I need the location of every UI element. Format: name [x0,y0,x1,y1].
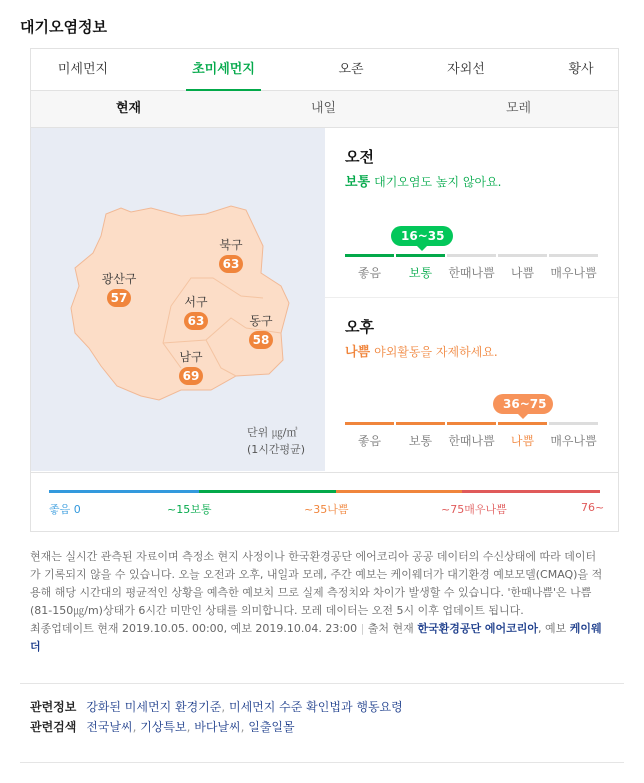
related-info: 관련정보 강화된 미세먼지 환경기준, 미세먼지 수준 확인법과 행동요령 [30,700,403,714]
legend-good: 좋음 0 [49,503,81,516]
district-seo[interactable] [176,293,216,330]
legend-bar-bad [336,490,462,493]
related-search-label: 관련검색 [30,720,77,734]
forecast-level: 나쁨 [345,345,371,360]
tab-day-after[interactable]: 모레 [505,101,532,116]
day-tabs [31,91,618,128]
notes-text: 현재는 실시간 관측된 자료이며 측정소 현지 사정이나 한국환경공단 에어코리아 공공 데이터의 수신상태에 따라 데이터가 기록되지 않을 수 있습니다. 오늘 오전과 오후, 내일과 모레, 주간 예보는 케이웨더가 대기환경 예보모델(CMAQ)을 적용해 해당 시간대의 평균적인 상황을 예측한 예보치 므로 실제 측정치와 차이가 발생할 수 있습니다. '한때나쁨'은 나쁨(81-150㎍/m)상태가 6시간 미만인 상태를 의미합니다. 모레 데이터는 오전 5시 이후 업데이트 됩니다. [30,550,603,617]
district-name: 북구 [219,238,243,252]
tab-yellow-dust[interactable]: 황사 [568,62,594,77]
legend-normal: ~15보통 [167,503,212,516]
forecast-status [345,171,502,190]
scale-temporary-bad: 한때나쁨 [447,254,496,284]
forecast-period: 오전 [345,148,374,166]
related-search-link-3[interactable]: 바다날씨 [194,720,241,734]
forecast-status [345,341,498,360]
related-info-link-1[interactable]: 강화된 미세먼지 환경기준 [86,700,222,714]
scale-very-bad: 매우나쁨 [549,254,598,284]
scale-good: 좋음 [345,254,394,284]
tab-ozone[interactable]: 오존 [338,62,364,77]
scale-normal: 보통 [396,422,445,452]
level-scale [345,254,599,284]
forecast-message: 야외활동을 자제하세요. [374,345,498,359]
district-gwangsan[interactable] [97,270,141,307]
related-info-link-2[interactable]: 미세먼지 수준 확인법과 행동요령 [229,700,403,714]
update-info: 최종업데이트 현재 2019.10.05. 00:00, 예보 2019.10.04. 23:00 | 출처 현재 한국환경공단 에어코리아, 예보 케이웨더 [30,622,602,653]
forecast-message: 대기오염도 높지 않아요. [374,175,502,189]
district-map [31,128,325,471]
unit-label: 단위 ㎍/㎥ [247,426,298,439]
scale-good: 좋음 [345,422,394,452]
district-value: 58 [249,331,274,349]
district-nam[interactable] [171,348,211,385]
tab-ultrafine-dust[interactable]: 초미세먼지 [186,49,261,91]
district-value: 69 [179,367,204,385]
legend-bad: ~35나쁨 [304,503,349,516]
forecast-period: 오후 [345,318,374,336]
related-info-label: 관련정보 [30,700,77,714]
tab-today[interactable]: 현재 [115,101,142,116]
district-name: 서구 [184,295,208,309]
legend-max: 76~ [581,501,605,514]
scale-temporary-bad: 한때나쁨 [447,422,496,452]
source-mid: , 예보 [538,622,567,635]
unit-info [247,424,305,458]
district-value: 57 [107,289,132,307]
district-buk[interactable] [211,236,251,273]
related-search-link-4[interactable]: 일출일몰 [248,720,295,734]
forecast-level: 보통 [345,175,371,190]
pollutant-tabs [31,49,618,91]
related-search-link-2[interactable]: 기상특보 [140,720,187,734]
scale-bad: 나쁨 [498,422,547,452]
forecast-am [325,128,618,298]
legend-very-bad: ~75매우나쁨 [441,503,507,516]
district-value: 63 [219,255,244,273]
source-prefix: 출처 현재 [367,622,414,635]
range-badge: 16~35 [391,226,453,246]
info-notes [30,548,604,656]
source-airkorea-link[interactable]: 한국환경공단 에어코리아 [417,622,539,635]
related-search: 관련검색 전국날씨, 기상특보, 바다날씨, 일출일몰 [30,720,295,734]
scale-very-bad: 매우나쁨 [549,422,598,452]
source-kweather-link[interactable]: 케이웨더 [30,622,602,653]
district-name: 남구 [179,350,203,364]
district-name: 동구 [249,314,273,328]
bottom-divider [20,762,624,763]
page-title: 대기오염정보 [20,18,107,36]
concentration-legend [31,472,618,532]
legend-bar-very-bad [462,490,600,493]
legend-bar-good [49,490,199,493]
district-dong[interactable] [241,312,281,349]
tab-fine-dust[interactable]: 미세먼지 [57,62,109,77]
scale-normal: 보통 [396,254,445,284]
update-time: 최종업데이트 현재 2019.10.05. 00:00, 예보 2019.10.04. 23:00 [30,622,358,635]
forecast-pm [325,298,618,471]
tab-tomorrow[interactable]: 내일 [310,101,337,116]
range-badge: 36~75 [493,394,553,414]
district-name: 광산구 [101,272,137,286]
district-value: 63 [184,312,209,330]
level-scale [345,422,599,452]
scale-bad: 나쁨 [498,254,547,284]
unit-note: (1시간평균) [247,443,306,456]
air-quality-panel [30,48,619,532]
tab-uv[interactable]: 자외선 [447,62,485,77]
related-search-link-1[interactable]: 전국날씨 [86,720,133,734]
legend-bar-normal [199,490,336,493]
section-divider [20,683,624,684]
